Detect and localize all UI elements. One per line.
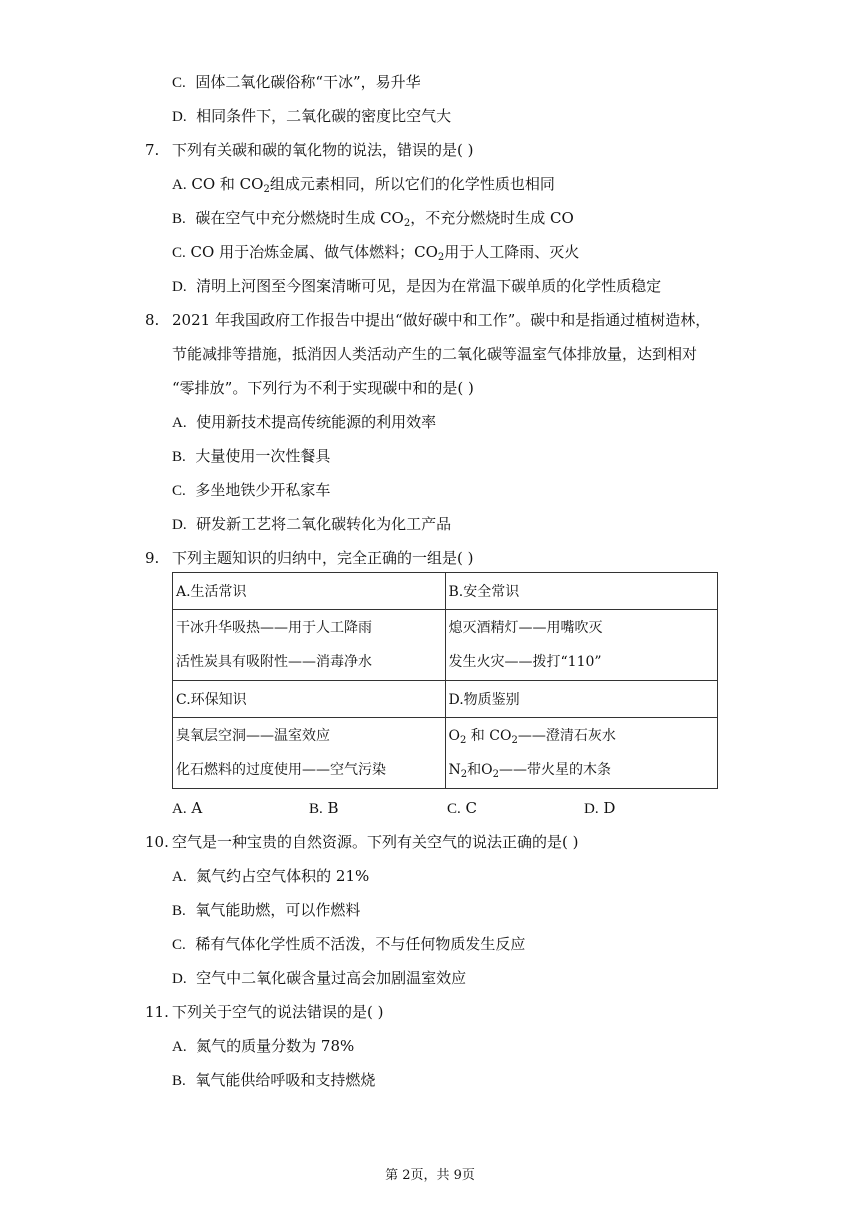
q10-stem: 空气是一种宝贵的自然资源。下列有关空气的说法正确的是( ) [172,833,579,851]
q6-option-d: D. 相同条件下，二氧化碳的密度比空气大 [172,107,452,125]
table-row [173,573,718,610]
q10-number: 10. [145,833,169,851]
q8-option-b: B. 大量使用一次性餐具 [172,447,331,465]
q11-option-a: A. 氮气的质量分数为 78% [172,1037,355,1055]
table-row [173,610,718,681]
q8-option-c: C. 多坐地铁少开私家车 [172,481,331,499]
q9-number: 9. [145,549,160,567]
q8-stem-line-2: 节能减排等措施，抵消因人类活动产生的二氧化碳等温室气体排放量，达到相对 [172,345,698,363]
q9-table [172,572,718,789]
q9-choice-a: A. A [172,799,203,817]
q7-stem: 下列有关碳和碳的氧化物的说法，错误的是( ) [172,141,474,159]
q8-stem-line-1: 2021 年我国政府工作报告中提出“做好碳中和工作”。碳中和是指通过植树造林， [172,311,711,329]
q7-option-a: A. CO 和 $CO_2$组成元素相同，所以它们的化学性质也相同 [172,175,555,195]
cell-d-head: D.物质鉴别 [445,681,718,718]
cell-c-body: 臭氧层空洞——温室效应 化石燃料的过度使用——空气污染 [173,718,446,789]
q9-choice-d: D. D [584,799,616,817]
page-footer: 第 2页，共 9页 [385,1168,475,1183]
table-row [173,718,718,789]
q9-choice-b: B. B [309,799,339,817]
q9-stem: 下列主题知识的归纳中，完全正确的一组是( ) [172,549,474,567]
table-row [173,681,718,718]
q8-stem-line-3: “零排放”。下列行为不利于实现碳中和的是( ) [172,379,474,397]
q8-option-a: A. 使用新技术提高传统能源的利用效率 [172,413,437,431]
cell-b-body: 熄灭酒精灯——用嘴吹灭 发生火灾——拨打“110” [445,610,718,681]
q11-stem: 下列关于空气的说法错误的是( ) [172,1003,384,1021]
q11-option-b: B. 氧气能供给呼吸和支持燃烧 [172,1071,376,1089]
cell-b-head: B.安全常识 [445,573,718,610]
q10-option-a: A. 氮气约占空气体积的 21% [172,867,370,885]
q8-option-d: D. 研发新工艺将二氧化碳转化为化工产品 [172,515,452,533]
cell-d-body: $O_2$ 和 $CO_2——$澄清石灰水 $N_2$和$O_2——$带火星的木条 [445,718,718,789]
q7-option-b: B. 碳在空气中充分燃烧时生成 $CO_2$，不充分燃烧时生成 CO [172,209,574,229]
cell-a-body: 干冰升华吸热——用于人工降雨 活性炭具有吸附性——消毒净水 [173,610,446,681]
q8-number: 8. [145,311,160,329]
cell-c-head: C.环保知识 [173,681,446,718]
q7-option-c: C. CO 用于冶炼金属、做气体燃料；$CO_2$用于人工降雨、灭火 [172,243,580,263]
q10-option-b: B. 氧气能助燃，可以作燃料 [172,901,361,919]
cell-a-head: A.生活常识 [173,573,446,610]
q7-option-d: D. 清明上河图至今图案清晰可见，是因为在常温下碳单质的化学性质稳定 [172,277,662,295]
q10-option-d: D. 空气中二氧化碳含量过高会加剧温室效应 [172,969,467,987]
q10-option-c: C. 稀有气体化学性质不活泼，不与任何物质发生反应 [172,935,526,953]
q6-option-c: C. 固体二氧化碳俗称“干冰”，易升华 [172,73,421,91]
q7-number: 7. [145,141,160,159]
q11-number: 11. [145,1003,169,1021]
q9-choice-c: C. C [447,799,478,817]
